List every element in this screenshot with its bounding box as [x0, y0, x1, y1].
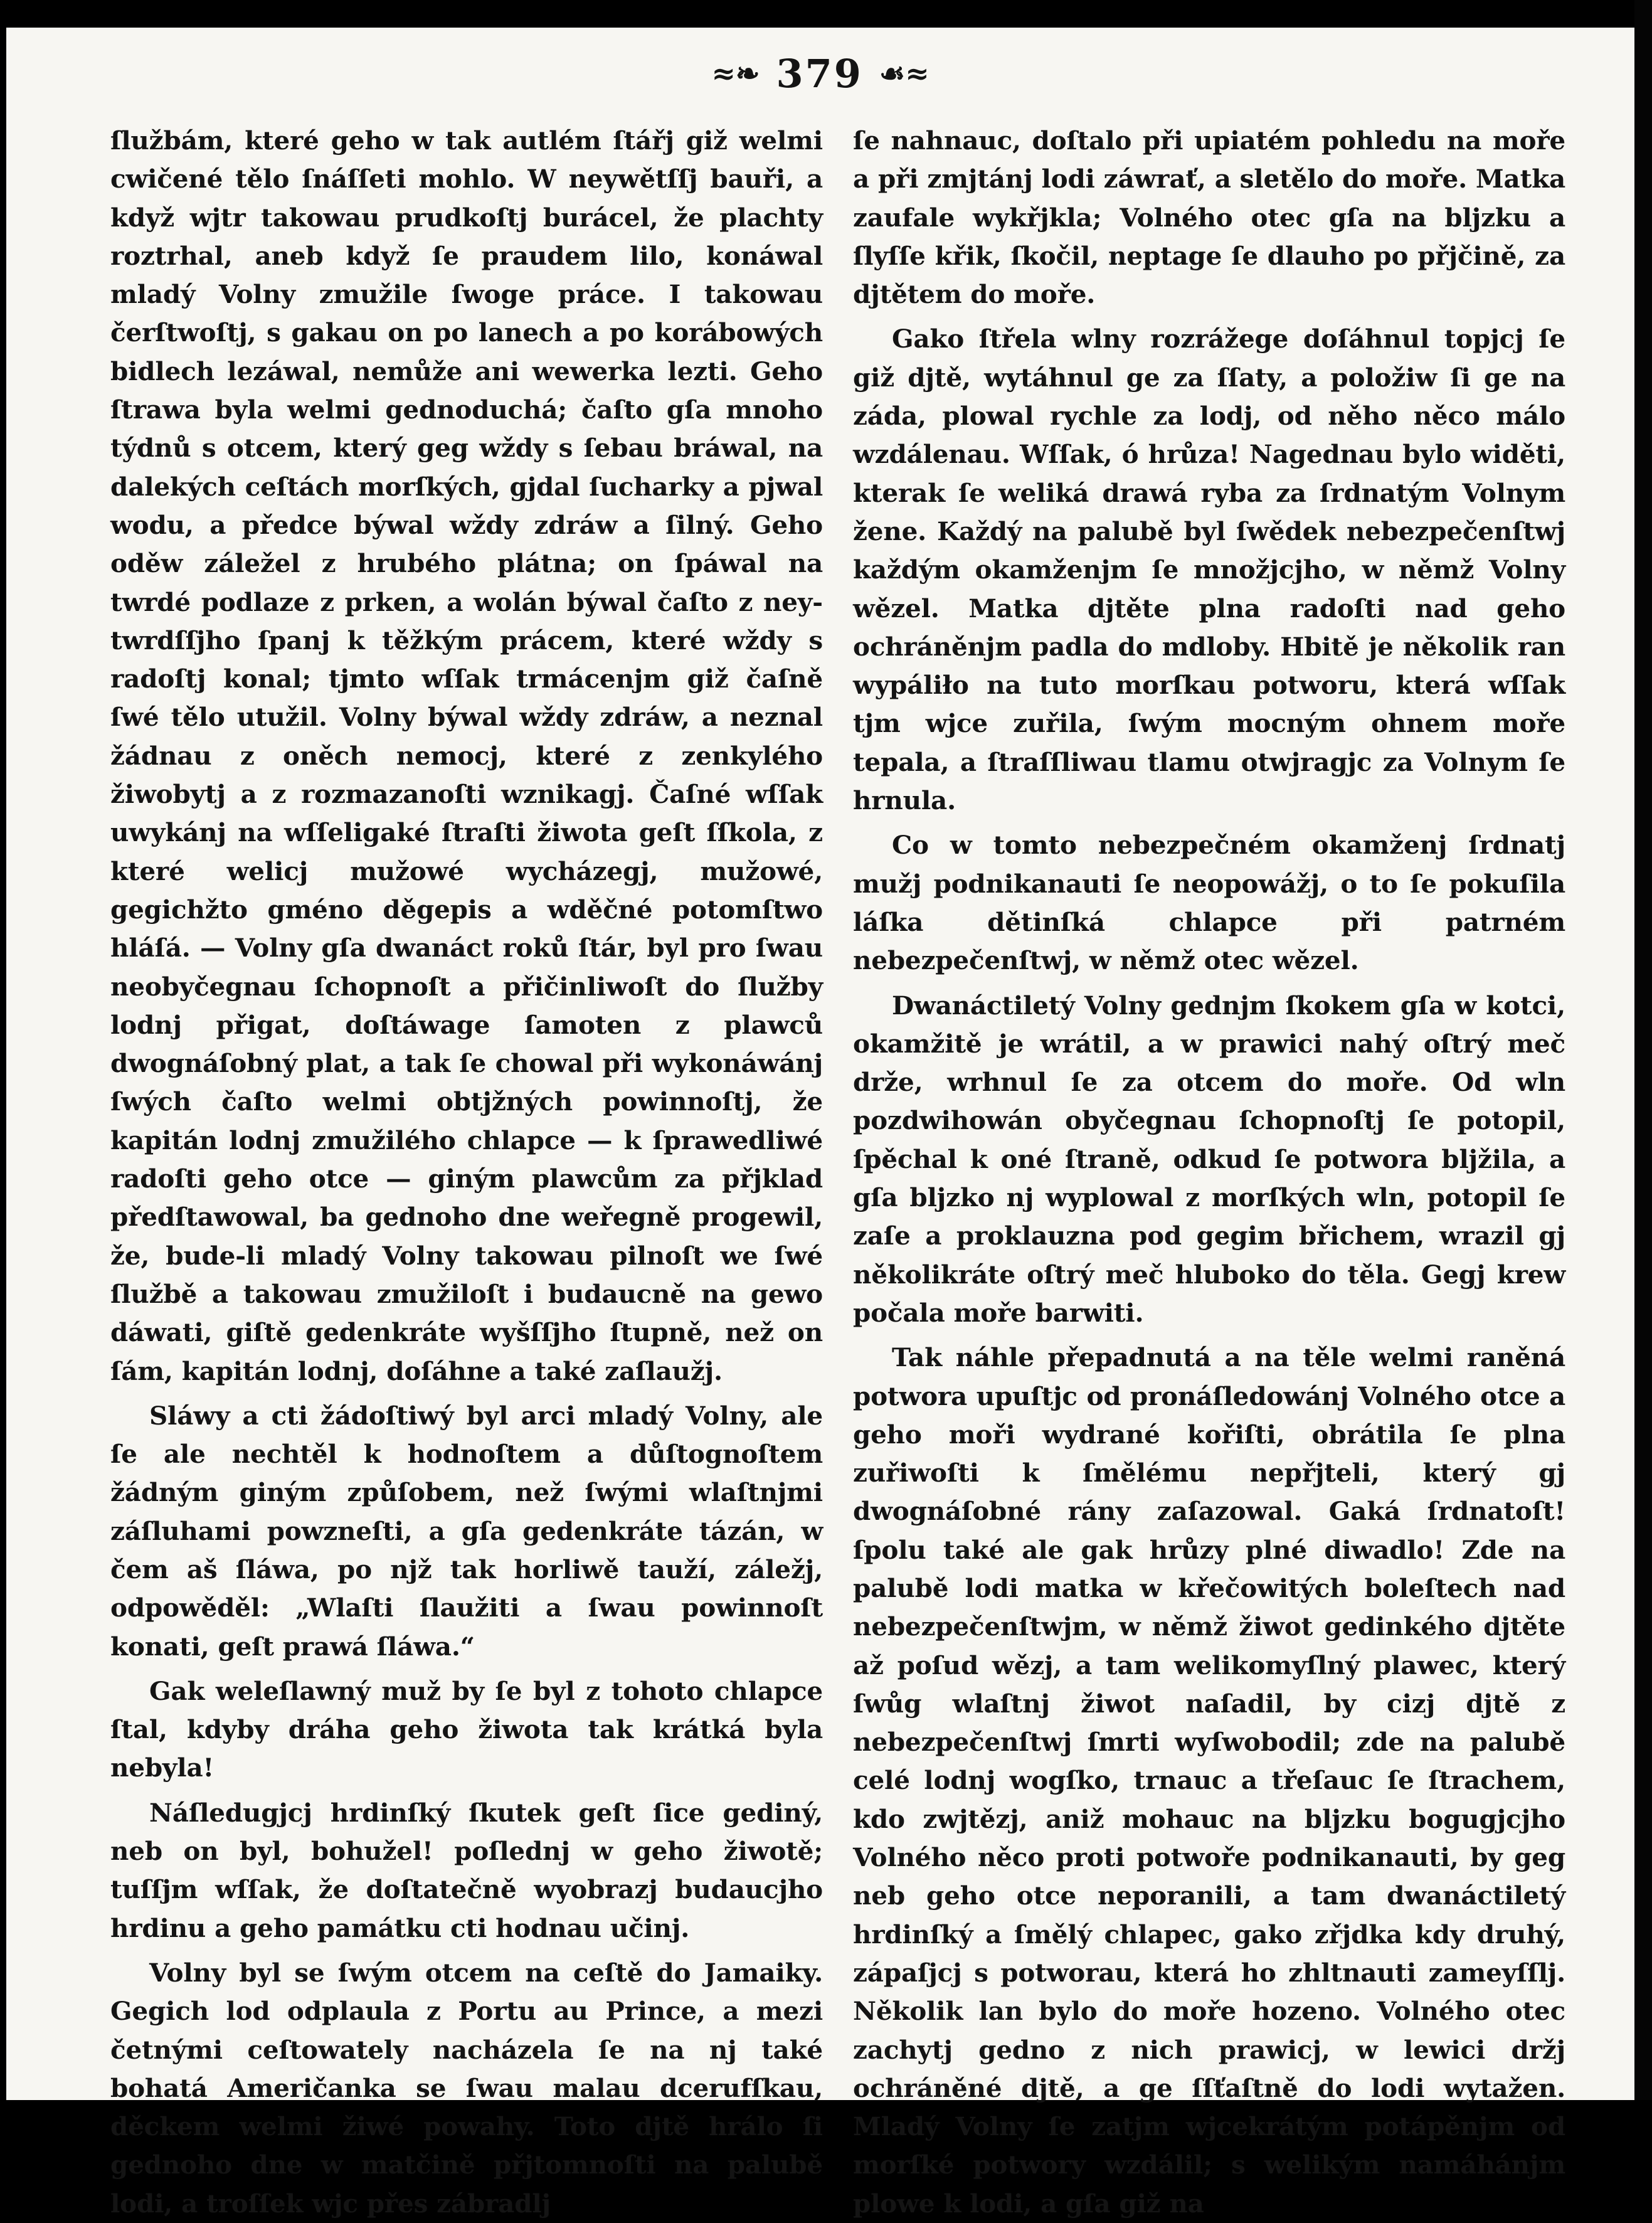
ornament-right-icon: ☙≈	[879, 56, 929, 90]
page-header	[6, 39, 1634, 108]
book-page	[6, 28, 1634, 2219]
paragraph: Gako ſtřela wlny rozrážege doſáhnul topjcj ſe giž djtě, wytáhnul ge za ſſaty, a položiw ſi ge na záda, plowal rychle za lodj, od něho něco málo wzdálenau. Wſſak, ó hrůza! Nagednau bylo widěti, kterak ſe weliká drawá ryba za ſrdnatým Volnym žene. Každý na palubě byl ſwědek nebezpečenſtwj každým okamženjm ſe množjcjho, w němž Volny wězel. Matka djtěte plna radoſti nad geho ochráněnjm padla do mdloby. Hbitě je několik ran wypáliło na tuto morſkau potworu, která wſſak tjm wjce zuřila, ſwým mocným ohnem moře tepala, a ſtraſſliwau tlamu otwjragjc za Volnym ſe hrnula.	[853, 324, 1565, 816]
paragraph: Dwanáctiletý Volny gednjm ſkokem gſa w kotci, okamžitě je wrátil, a w prawici nahý oſtrý meč drže, wrhnul ſe za otcem do moře. Od wln pozdwihowán obyčegnau ſchopnoſtj ſe potopil, ſpěchal k oné ſtraně, odkud ſe potwora bljžila, a gſa bljzko nj wyplowal z morſkých wln, potopil ſe zaſe a proklauzna pod gegim břichem, wrazil gj několikráte oſtrý meč hluboko do těla. Gegj krew počala moře barwiti.	[853, 990, 1565, 1328]
scan-edge	[1634, 0, 1652, 2100]
paragraph: ſe nahnauc, doſtalo při upiatém pohledu na moře a při zmjtánj lodi záwrať, a sletělo do moře. Matka zaufale wykřjkla; Volného otec gſa na bljzku a ſlyſſe křik, ſkočil, neptage ſe dlauho po přjčině, za djtětem do moře.	[853, 125, 1565, 310]
left-column	[110, 122, 823, 2223]
page-number: 379	[776, 50, 863, 97]
ornament-left-icon: ≈❧	[711, 56, 760, 90]
paragraph: Náſledugjcj hrdinſký ſkutek geſt ſice gediný, neb on byl, bohužel! poſlednj w geho žiwotě; tuſſjm wſſak, že doſtatečně wyobrazj budaucjho hrdinu a geho památku cti hodnau učinj.	[110, 1797, 823, 1943]
paragraph: Co w tomto nebezpečném okamženj ſrdnatj mužj podnikanauti ſe neopowážj, o to ſe pokuſila láſka dětinſká chlapce při patrném nebezpečenſtwj, w němž otec wězel.	[853, 830, 1565, 976]
paragraph: Volny byl se ſwým otcem na ceſtě do Jamaiky. Gegich lod odplaula z Portu au Prince, a mezi četnými ceſtowately nacházela ſe na nj také bohatá Američanka se ſwau malau dcerufſkau, děckem welmi žiwé powahy. Toto djtě hrálo ſi gednoho dne w matčině přjtomnoſti na palubě lodi, a troſſek wjc přes zábradlj	[110, 1957, 823, 2219]
paragraph: Gak weleſlawný muž by ſe byl z tohoto chlapce ſtal, kdyby dráha geho žiwota tak krátká byla nebyla!	[110, 1675, 823, 1783]
paragraph: Tak náhle přepadnutá a na těle welmi raněná potwora upuſtjc od pronáſledowánj Volného otce a geho moři wydrané kořiſti, obrátila ſe plna zuřiwoſti k ſmělému nepřjteli, který gj dwognáſobné rány zaſazowal. Gaká ſrdnatoſt! ſpolu také ale gak hrůzy plné diwadlo! Zde na palubě lodi matka w křečowitých boleſtech nad nebezpečenſtwjm, w němž žiwot gedinkého djtěte až poſud wězj, a tam welikomyſlný plawec, který ſwůg wlaſtnj žiwot naſadil, by cizj djtě z nebezpečenſtwj ſmrti wyſwobodil; zde na palubě celé lodnj wogſko, trnauc a třeſauc ſe ſtrachem, kdo zwjtězj, aniž mohauc na bljzku bogugjcjho Volného něco proti potwoře podnikanauti, by geg neb geho otce neporanili, a tam dwanáctiletý hrdinſký a ſmělý chlapec, gako zřjdka kdy druhý, zápaſjcj s potworau, která ho zhltnauti zameyſſlj. Několik lan bylo do moře hozeno. Volného otec zachytj gedno z nich prawicj, w lewici držj ochráněné djtě, a ge ſſťaſtně do lodi wytažen. Mladý Volny ſe zatjm wjcekrátým potápěnjm od morſké potwory wzdálil; s welikým namáhánjm plowe k lodi, a gſa giž na	[853, 1342, 1565, 2219]
right-column	[853, 122, 1565, 2223]
paragraph: ſlužbám, které geho w tak autlém ſtářj giž welmi cwičené tělo ſnáſſeti mohlo. W neywětſſj bauři, a když wjtr takowau prudkoſtj burácel, že plachty roztrhal, aneb když ſe praudem lilo, konáwal mladý Volny zmužile ſwoge práce. I takowau čerſtwoſtj, s gakau on po lanech a po korábowých bidlech lezáwal, nemůže ani wewerka lezti. Geho ſtrawa byla welmi gednoduchá; čaſto gſa mnoho týdnů s otcem, který geg wždy s ſebau bráwal, na dalekých ceſtách morſkých, gjdal ſucharky a pjwal wodu, a předce býwal wždy zdráw a ſilný. Geho oděw záležel z hrubého plátna; on ſpáwal na twrdé podlaze z prken, a wolán býwal čaſto z neytwrdſſjho ſpanj k těžkým prácem, které wždy s radoſtj konal; tjmto wſſak trmácenjm giž čaſně ſwé tělo utužil. Volny býwal wždy zdráw, a neznal žádnau z oněch nemocj, které z zenkylého žiwobytj a z rozmazanoſti wznikagj. Čaſné wſſak uwykánj na wſſeligaké ſtraſti žiwota geſt ſſkola, z které welicj mužowé wycházegj, mužowé, gegichžto gméno děgepis a wděčné potomſtwo hláſá. — Volny gſa dwanáct roků ſtár, byl pro ſwau neobyčegnau ſchopnoſt a přičinliwoſt do ſlužby lodnj přigat, doſtáwage ſamoten z plawců dwognáſobný plat, a tak ſe chowal při wykonáwánj ſwých čaſto welmi obtjžných powinnoſtj, že kapitán lodnj zmužilého chlapce — k ſprawedliwé radoſti geho otce — giným plawcům za přjklad předſtawowal, ba gednoho dne weřegně progewil, že, bude-li mladý Volny takowau pilnoſt we ſwé ſlužbě a takowau zmužiloſt i budaucně na gewo dáwati, giſtě gedenkráte wyšſſjho ſtupně, než on ſám, kapitán lodnj, doſáhne a také zaſlaužj.	[110, 125, 823, 1386]
paragraph: Sláwy a cti žádoſtiwý byl arci mladý Volny, ale ſe ale nechtěl k hodnoſtem a důſtognoſtem žádným giným způſobem, než ſwými wlaſtnjmi záſluhami powzneſti, a gſa gedenkráte tázán, w čem aš ſláwa, po njž tak horliwě tauží, záležj, odpowěděl: „Wlaſti ſlaužiti a ſwau powinnoſt konati, geſt prawá ſláwa.“	[110, 1400, 823, 1662]
